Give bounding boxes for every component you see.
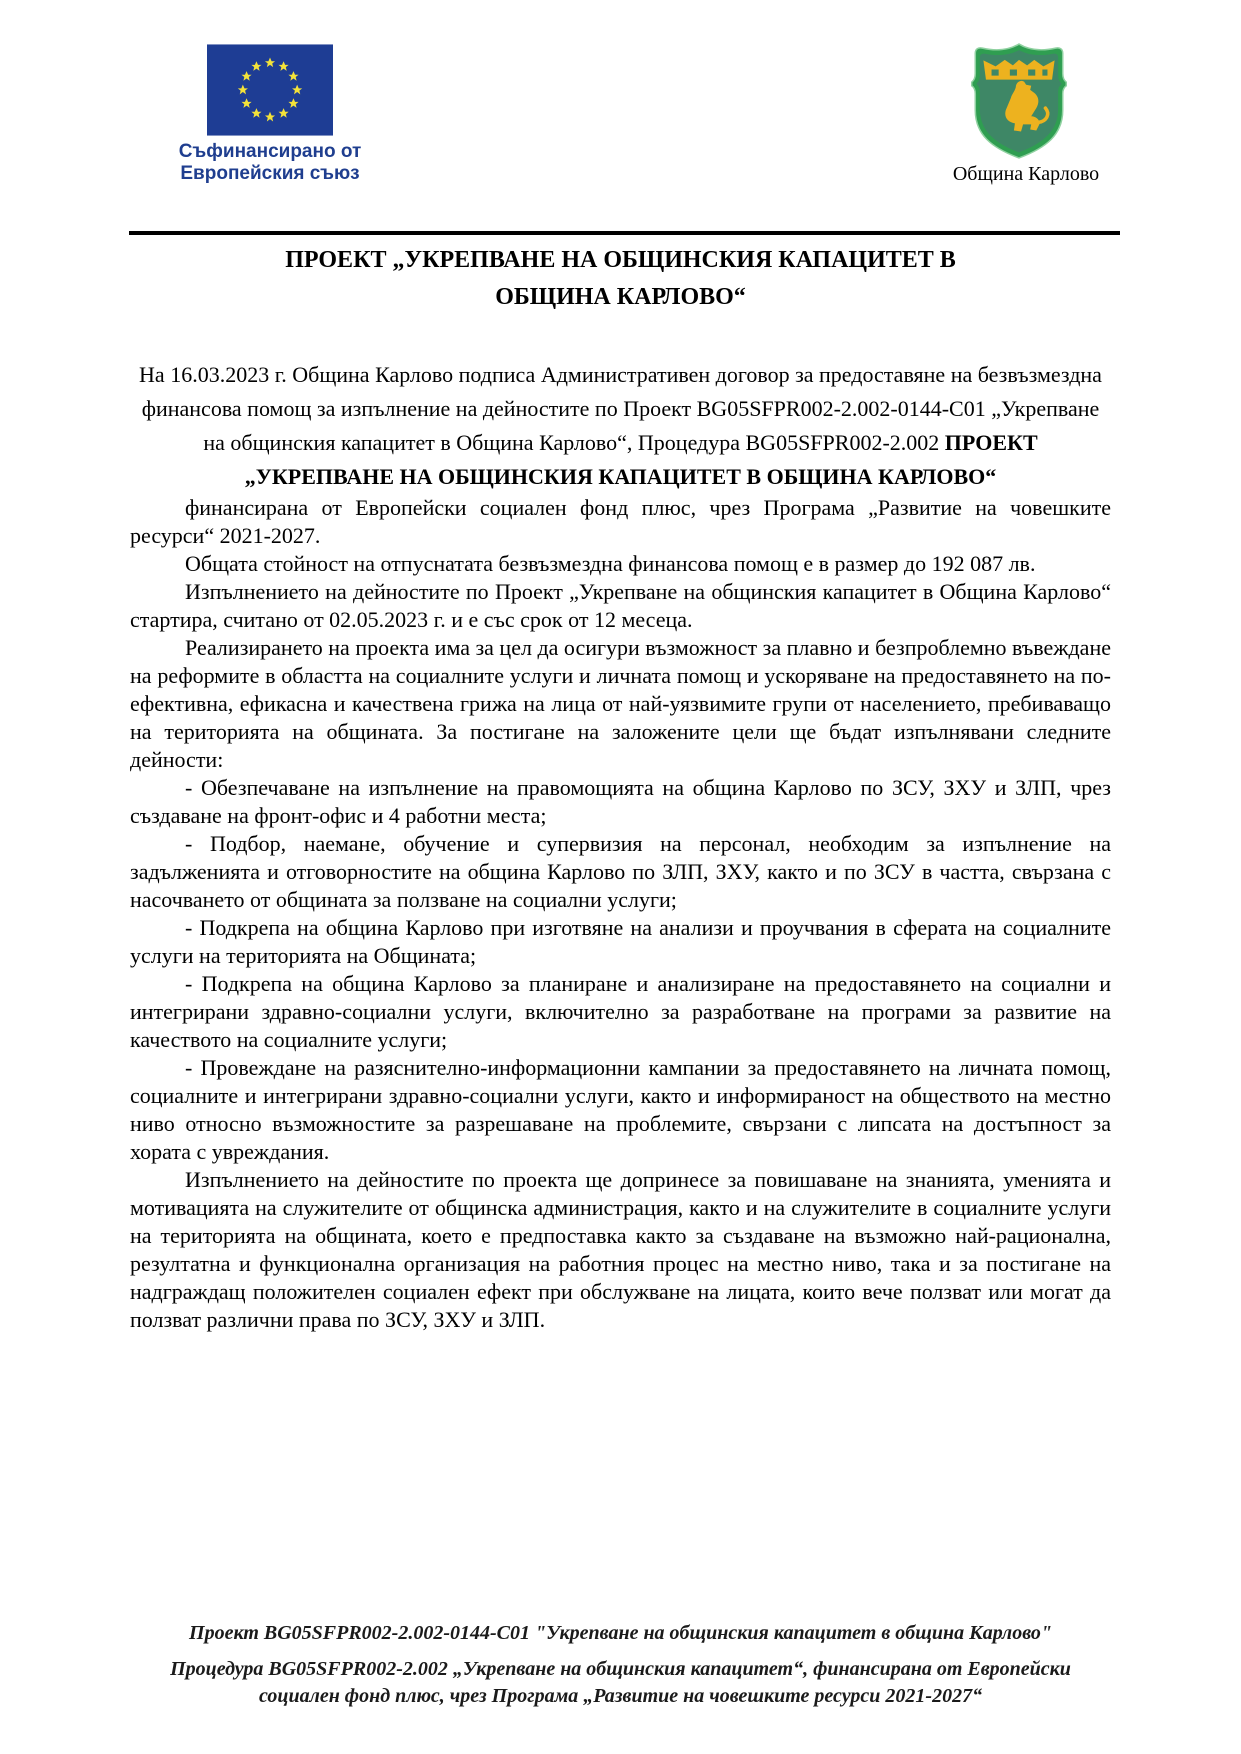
footer-project-line: Проект BG05SFPR002-2.002-0144-C01 "Укрепване на общинския капацитет в община Карлово" <box>189 1622 1052 1644</box>
intro-paragraph-text: На 16.03.2023 г. Община Карлово подписа Административен договор за предоставяне на безвъзмездна финансова помощ за изпълнение на дейностите по Проект BG05SFPR002-2.002-0144-C01 „Укрепване на общинския капацитет в Община Карлово“, Процедура BG05SFPR002-2.002 <box>139 362 1102 455</box>
page-title <box>130 242 1111 316</box>
page-title-line1: ПРОЕКТ „УКРЕПВАНЕ НА ОБЩИНСКИЯ КАПАЦИТЕТ В <box>285 247 956 273</box>
intro-paragraph-bold: ПРОЕКТ „УКРЕПВАНЕ НА ОБЩИНСКИЯ КАПАЦИТЕТ В ОБЩИНА КАРЛОВО“ <box>244 430 1038 489</box>
footer <box>130 1620 1111 1710</box>
footer-procedure-line: Процедура BG05SFPR002-2.002 „Укрепване на общинския капацитет“, финансирана от Европейски социален фонд плюс, чрез Програма „Развитие на човешките ресурси 2021-2027“ <box>170 1658 1071 1707</box>
body-paragraph: Изпълнението на дейностите по проекта ще допринесе за повишаване на знанията, уменията и мотивацията на служителите от общинска администрация, както и на служителите в социалните услуги на територията на общината, което е предпоставка както за създаване на възможно най-рационална, резултатна и функционална организация на работния процес на местно ниво, така и за постигане на надграждащ положителен социален ефект при обслужване на лицата, които вече ползват или могат да ползват различни права по ЗСУ, ЗХУ и ЗЛП. <box>130 1167 1111 1332</box>
divider-rule <box>129 231 1120 235</box>
eu-caption <box>146 141 394 185</box>
page-title-line2: ОБЩИНА КАРЛОВО“ <box>495 284 746 310</box>
karlovo-caption: Община Карлово <box>952 163 1100 185</box>
eu-caption-line2: Европейския съюз <box>180 163 360 184</box>
body-paragraph: Изпълнението на дейностите по Проект „Укрепване на общинския капацитет в Община Карлово“ стартира, считано от 02.05.2023 г. и е със срок от 12 месеца. <box>130 579 1111 632</box>
document-content <box>130 242 1111 1334</box>
body-paragraph: - Подкрепа на община Карлово за планиране и анализиране на предоставянето на социални и интегрирани здравно-социални услуги, включително за разработване на програми за развитие на качеството на социалните услуги; <box>130 971 1111 1052</box>
body-paragraph: Общата стойност на отпуснатата безвъзмездна финансова помощ е в размер до 192 087 лв. <box>185 551 1036 576</box>
body-paragraph: - Обезпечаване на изпълнение на правомощията на община Карлово по ЗСУ, ЗХУ и ЗЛП, чрез създаване на фронт-офис и 4 работни места; <box>130 775 1111 828</box>
eu-flag-icon <box>207 43 333 137</box>
body-paragraph: - Провеждане на разяснително-информационни кампании за предоставянето на личната помощ, социалните и интегрирани здравно-социални услуги, както и информираност на обществото на местно ниво относно възможностите за разрешаване на проблемите, свързани с липсата на достъпност за хората с увреждания. <box>130 1055 1111 1164</box>
eu-caption-line1: Съфинансирано от <box>178 141 362 162</box>
body-paragraph: - Подбор, наемане, обучение и супервизия на персонал, необходим за изпълнение на задълженията и отговорностите на община Карлово по ЗЛП, ЗХУ, както и по ЗСУ в частта, свързана с насочването от общината за ползване на социални услуги; <box>130 831 1111 912</box>
body-paragraph: финансирана от Европейски социален фонд плюс, чрез Програма „Развитие на човешките ресурси“ 2021-2027. <box>130 495 1111 548</box>
karlovo-coat-of-arms-icon <box>971 41 1067 161</box>
body-paragraph: - Подкрепа на община Карлово при изготвяне на анализи и проучвания в сферата на социалните услуги на територията на Общината; <box>130 915 1111 968</box>
intro-paragraph <box>130 358 1111 494</box>
body-paragraph: Реализирането на проекта има за цел да осигури възможност за плавно и безпроблемно въвеждане на реформите в областта на социалните услуги и личната помощ и ускоряване на предоставянето на по-ефективна, ефикасна и качествена грижа на лица от най-уязвимите групи от населението, пребиваващо на територията на общината. За постигане на заложените цели ще бъдат изпълнявани следните дейности: <box>130 635 1111 772</box>
